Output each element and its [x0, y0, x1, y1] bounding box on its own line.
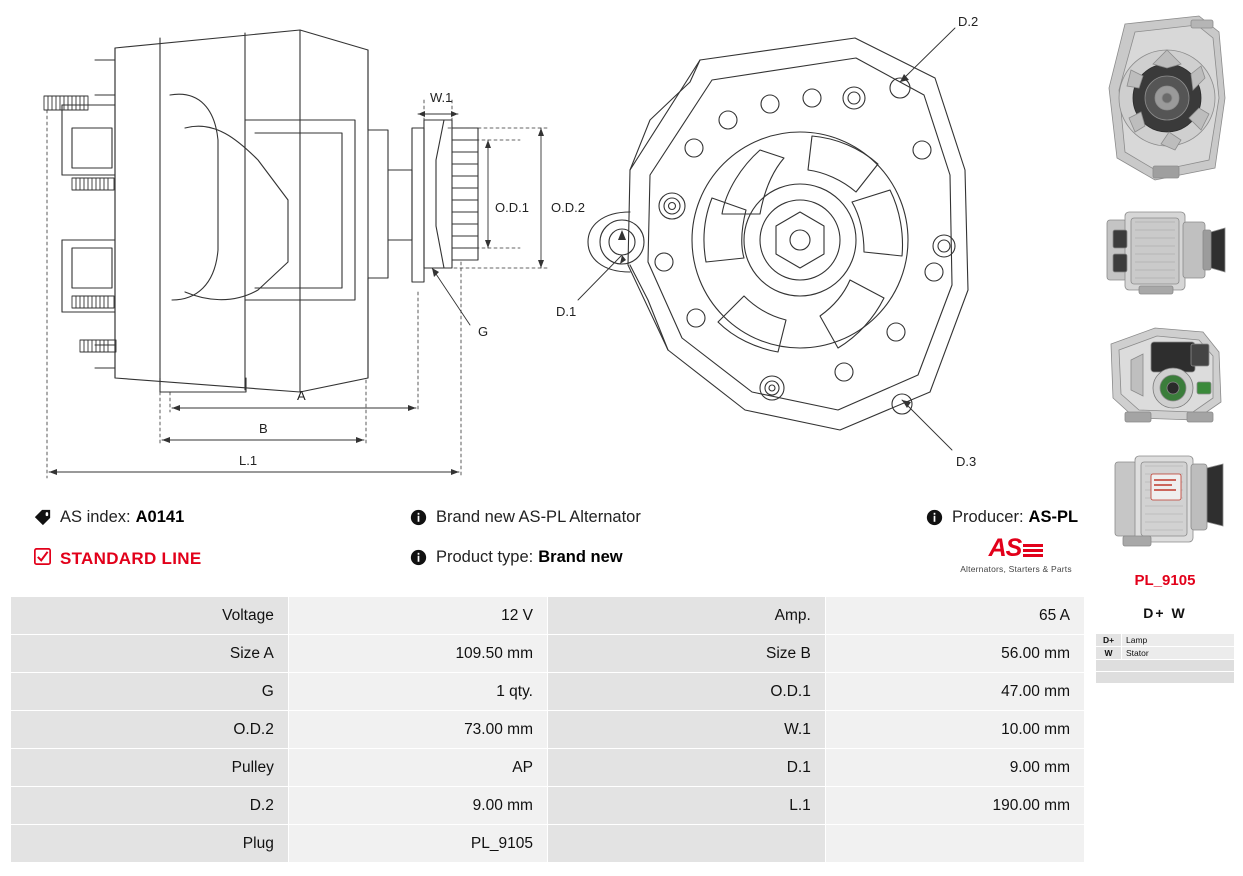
terminal-desc: Lamp — [1122, 634, 1235, 647]
logo-bars-icon — [1023, 544, 1043, 559]
spec-label: O.D.2 — [11, 711, 289, 749]
spec-label: Size A — [11, 635, 289, 673]
label-d1: D.1 — [556, 304, 577, 319]
spec-label-empty — [547, 825, 825, 863]
as-index-value: A0141 — [135, 508, 185, 526]
spec-value: 9.00 mm — [288, 787, 547, 825]
spec-value: 9.00 mm — [825, 749, 1084, 787]
product-photo-column — [1095, 8, 1235, 684]
table-row — [11, 711, 1085, 749]
terminal-row-blank — [1096, 672, 1235, 684]
terminal-title: D+ W — [1143, 605, 1187, 621]
front-view-alternator — [556, 14, 978, 469]
info-icon — [410, 509, 427, 526]
table-row — [11, 635, 1085, 673]
spec-value: 190.00 mm — [825, 787, 1084, 825]
producer-value: AS-PL — [1028, 508, 1079, 526]
label-d3: D.3 — [956, 454, 977, 469]
spec-label: D.2 — [11, 787, 289, 825]
terminal-code: D+ — [1096, 634, 1122, 647]
product-type — [410, 548, 623, 567]
spec-value: 47.00 mm — [825, 673, 1084, 711]
product-photo-side[interactable] — [1095, 198, 1235, 306]
product-photo-labeled[interactable] — [1095, 444, 1235, 562]
label-l1: L.1 — [239, 453, 258, 468]
terminal-blank-cell — [1096, 672, 1235, 684]
spec-label: Voltage — [11, 597, 289, 635]
spec-label: G — [11, 673, 289, 711]
terminal-legend-table — [1095, 633, 1235, 684]
spec-value: 56.00 mm — [825, 635, 1084, 673]
label-od1: O.D.1 — [495, 200, 529, 215]
table-row — [11, 749, 1085, 787]
specification-table — [10, 596, 1085, 863]
spec-label: O.D.1 — [547, 673, 825, 711]
tag-icon — [34, 509, 51, 526]
terminal-desc: Stator — [1122, 647, 1235, 660]
product-photo-rear[interactable] — [1095, 316, 1235, 434]
spec-label: Amp. — [547, 597, 825, 635]
product-type-label: Product type: — [436, 548, 534, 566]
terminal-code: W — [1096, 647, 1122, 660]
table-row — [11, 597, 1085, 635]
spec-label: Size B — [547, 635, 825, 673]
spec-label: Pulley — [11, 749, 289, 787]
label-b: B — [259, 421, 268, 436]
table-row — [11, 673, 1085, 711]
spec-value: 12 V — [288, 597, 547, 635]
spec-value: 1 qty. — [288, 673, 547, 711]
terminal-row — [1096, 634, 1235, 647]
producer-label: Producer: — [952, 508, 1024, 526]
terminal-row — [1096, 647, 1235, 660]
standard-line-badge — [34, 548, 201, 570]
label-g: G — [478, 324, 489, 339]
label-od2: O.D.2 — [551, 200, 585, 215]
product-photo-front[interactable] — [1095, 8, 1235, 188]
as-pl-logo — [960, 536, 1072, 574]
spec-value: 65 A — [825, 597, 1084, 635]
as-index-label: AS index: — [60, 508, 131, 526]
producer — [926, 508, 1078, 527]
spec-label: D.1 — [547, 749, 825, 787]
info-icon — [410, 549, 427, 566]
spec-value: AP — [288, 749, 547, 787]
product-description-text: Brand new AS-PL Alternator — [436, 508, 641, 526]
spec-value: 10.00 mm — [825, 711, 1084, 749]
spec-value: PL_9105 — [288, 825, 547, 863]
label-d2: D.2 — [958, 14, 979, 29]
as-pl-logo-subtitle: Alternators, Starters & Parts — [960, 564, 1072, 574]
spec-value-empty — [825, 825, 1084, 863]
side-view-alternator — [44, 30, 585, 478]
technical-drawing — [0, 0, 1085, 490]
product-type-value: Brand new — [538, 548, 623, 566]
as-index — [34, 508, 184, 527]
info-icon — [926, 509, 943, 526]
spec-value: 73.00 mm — [288, 711, 547, 749]
terminal-row-blank — [1096, 660, 1235, 672]
terminal-blank-cell — [1096, 660, 1235, 672]
table-row — [11, 825, 1085, 863]
plug-code-label: PL_9105 — [1134, 572, 1196, 589]
product-info-block — [10, 498, 1085, 586]
label-w1: W.1 — [430, 90, 453, 105]
spec-value: 109.50 mm — [288, 635, 547, 673]
spec-label: W.1 — [547, 711, 825, 749]
product-description — [410, 508, 641, 527]
table-row — [11, 787, 1085, 825]
label-a: A — [297, 388, 306, 403]
standard-line-label: STANDARD LINE — [60, 549, 202, 568]
spec-label: L.1 — [547, 787, 825, 825]
spec-label: Plug — [11, 825, 289, 863]
check-box-icon — [34, 548, 51, 570]
as-pl-logo-mark: AS — [988, 534, 1022, 562]
